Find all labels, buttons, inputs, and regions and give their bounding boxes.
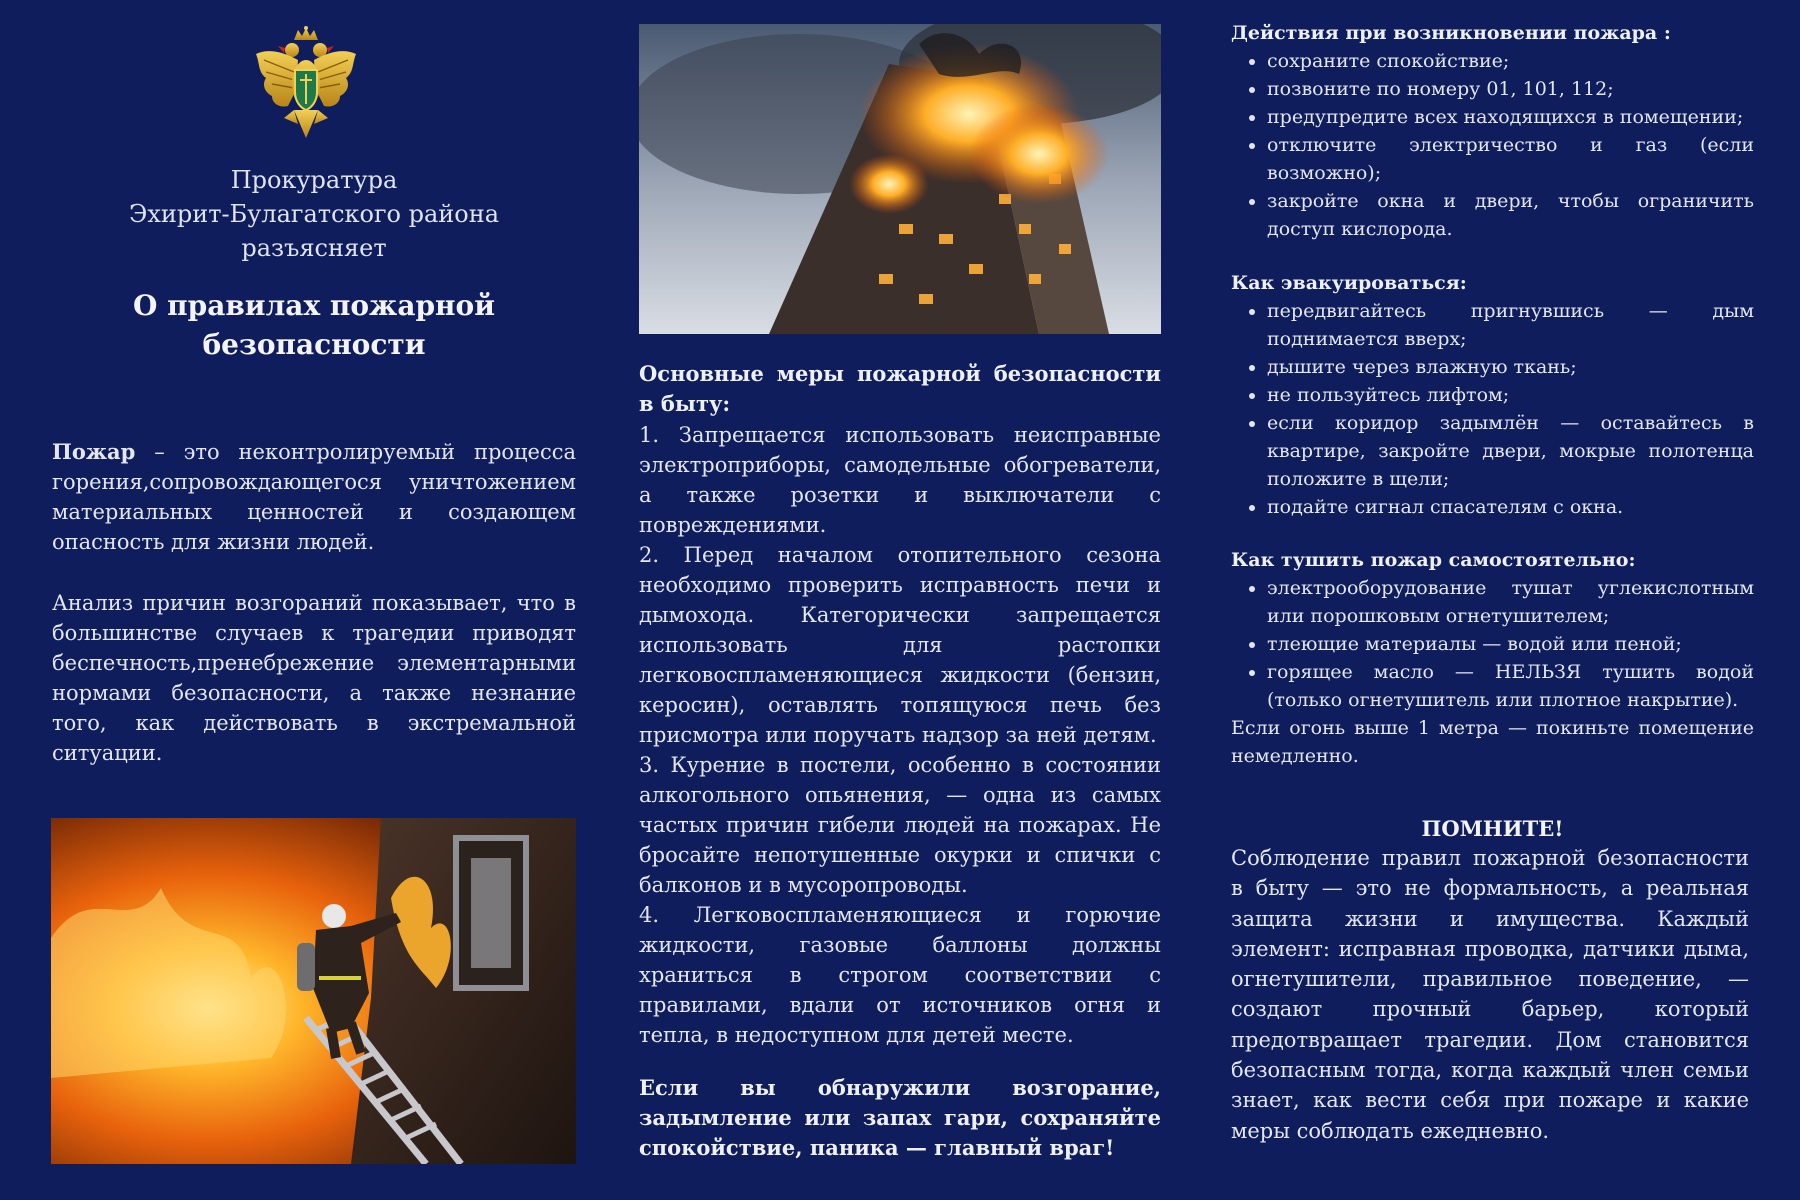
- actions-list: [1231, 47, 1754, 243]
- list-item: • позвоните по номеру 01, 101, 112;: [1267, 75, 1754, 103]
- burning-building-photo: [639, 24, 1161, 334]
- measure-item: 1. Запрещается использовать неисправные электроприборы, самодельные обогреватели, а также розетки и выключатели с повреждениями.: [639, 423, 1161, 537]
- org-line-1: Прокуратура: [230, 166, 398, 194]
- org-line-3: разъясняет: [241, 234, 387, 262]
- list-item: • отключите электричество и газ (если возможно);: [1267, 131, 1754, 187]
- page-title: [52, 286, 576, 364]
- firefighter-photo: [51, 818, 576, 1164]
- list-item: • если коридор задымлён — оставайтесь в квартире, закройте двери, мокрые полотенца положите в щели;: [1267, 409, 1754, 493]
- evacuation-list: [1231, 297, 1754, 521]
- prosecutor-emblem-icon: [254, 26, 358, 144]
- evacuation-heading: Как эвакуироваться:: [1231, 272, 1467, 294]
- fire-term: Пожар: [52, 439, 136, 464]
- fire-warning: Если вы обнаружили возгорание, задымление или запах гари, сохраняйте спокойствие, паника — главный враг!: [639, 1075, 1161, 1160]
- list-item: • подайте сигнал спасателям с окна.: [1267, 493, 1754, 521]
- measure-item: 4. Легковоспламеняющиеся и горючие жидкости, газовые баллоны должны храниться в строгом соответствии с правилами, вдали от источников огня и тепла, в недоступном для детей месте.: [639, 903, 1161, 1047]
- list-item: • сохраните спокойствие;: [1267, 47, 1754, 75]
- cause-analysis: Анализ причин возгораний показывает, что в большинстве случаев к трагедии приводят беспечность,пренебрежение элементарными нормами безопасности, а также незнание того, как действовать в экстремальной ситуации.: [52, 591, 576, 765]
- measures-list: [639, 420, 1161, 1050]
- list-item: • закройте окна и двери, чтобы ограничить доступ кислорода.: [1267, 187, 1754, 243]
- title-line-1: О правилах пожарной: [132, 289, 495, 322]
- extinguish-note: Если огонь выше 1 метра — покиньте помещение немедленно.: [1231, 717, 1754, 767]
- extinguish-list: [1231, 574, 1754, 714]
- actions-section: [1231, 19, 1754, 243]
- measure-item: 3. Курение в постели, особенно в состоянии алкогольного опьянения, — одна из самых частых причин гибели людей на пожарах. Не бросайте непотушенные окурки и спички с балконов и в мусоропроводы.: [639, 753, 1161, 897]
- measure-item: 2. Перед началом отопительного сезона необходимо проверить исправность печи и дымохода. Категорически запрещается использовать для растопки легковоспламеняющиеся жидкости (бензин, керосин), оставлять топящуюся печь без присмотра или поручать надзор за ней детям.: [639, 543, 1161, 747]
- extinguish-heading: Как тушить пожар самостоятельно:: [1231, 549, 1636, 571]
- list-item: • не пользуйтесь лифтом;: [1267, 381, 1754, 409]
- title-line-2: безопасности: [202, 328, 426, 361]
- list-item: • тлеющие материалы — водой или пеной;: [1267, 630, 1754, 658]
- list-item: • предупредите всех находящихся в помещении;: [1267, 103, 1754, 131]
- list-item: • горящее масло — НЕЛЬЗЯ тушить водой (только огнетушитель или плотное накрытие).: [1267, 658, 1754, 714]
- list-item: • передвигайтесь пригнувшись — дым поднимается вверх;: [1267, 297, 1754, 353]
- measures-heading: Основные меры пожарной безопасности в быту:: [639, 361, 1161, 416]
- list-item: • электрооборудование тушат углекислотным или порошковым огнетушителем;: [1267, 574, 1754, 630]
- org-line-2: Эхирит-Булагатского района: [128, 200, 500, 228]
- fire-definition-text: – это неконтролируемый процесса горения,сопровождающегося уничтожением материальных ценностей и создающем опасность для жизни людей.: [52, 440, 576, 554]
- actions-heading: Действия при возникновении пожара :: [1231, 22, 1671, 44]
- remember-heading: ПОМНИТЕ!: [1421, 816, 1564, 841]
- organization-name: [52, 163, 576, 265]
- evacuation-section: [1231, 269, 1754, 521]
- list-item: • дышите через влажную ткань;: [1267, 353, 1754, 381]
- fire-definition: [52, 437, 576, 557]
- remember-text: Соблюдение правил пожарной безопасности в быту — это не формальность, а реальная защита жизни и имущества. Каждый элемент: исправная проводка, датчики дыма, огнетушители, правильное поведение, — создают прочный барьер, который предотвращает трагедии. Дом становится безопасным тогда, когда каждый член семьи знает, как вести себя при пожаре и какие меры соблюдать ежедневно.: [1231, 846, 1749, 1143]
- extinguish-section: [1231, 546, 1754, 770]
